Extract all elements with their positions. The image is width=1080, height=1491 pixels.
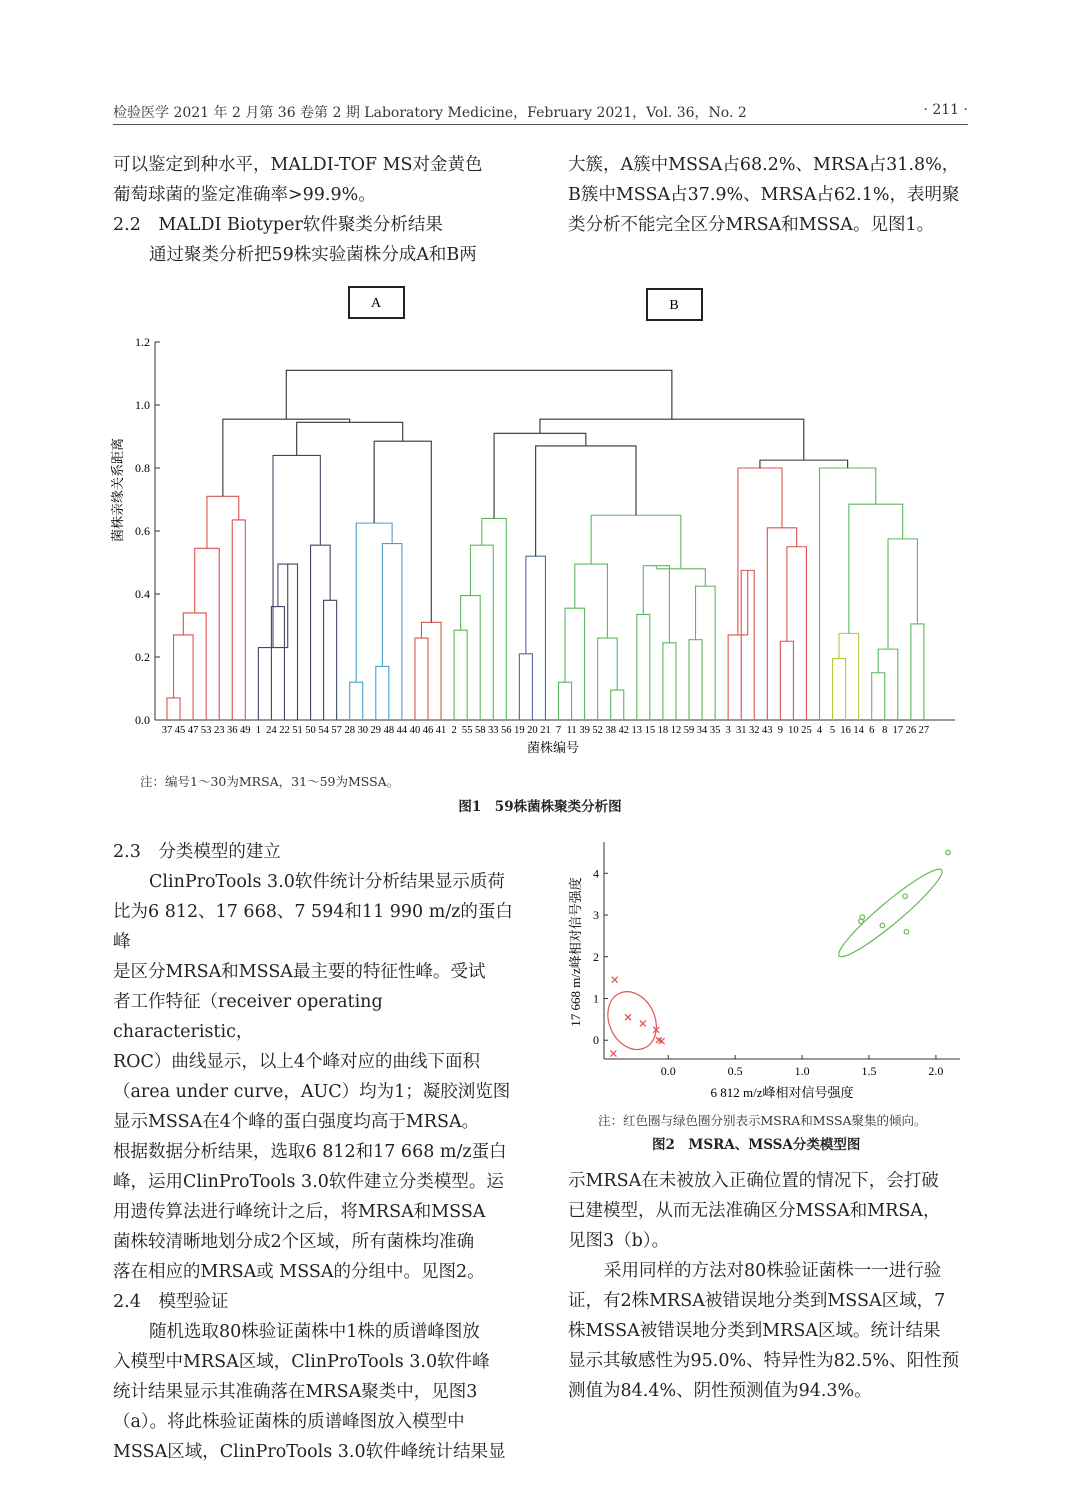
leaf-label: 7 [555,725,562,736]
mssa-point [903,894,908,899]
y-tick-label: 0.2 [135,650,150,664]
dendrogram-link [767,528,796,720]
dendrogram-link [519,654,532,720]
section-heading-2-4: 2.4 模型验证 [113,1292,229,1312]
bottom-left-text [113,837,523,1467]
x-tick-label: 1.5 [861,1064,877,1078]
cluster-ellipse [832,862,948,965]
text-line: （a）。将此株验证菌株的质谱峰图放入模型中 [113,1412,465,1432]
leaf-label: 53 [200,725,212,736]
scatter-x-label: 6 812 m/z峰相对信号强度 [710,1085,854,1100]
leaf-label: 40 [409,725,421,736]
dendrogram-link [470,545,493,720]
y-tick-label: 4 [593,866,599,881]
text-line: 测值为84.4%、阴性预测值为94.3%。 [568,1381,872,1401]
bottom-right-text [568,1166,978,1406]
figure1-caption: 图1 59株菌株聚类分析图 [458,799,622,815]
leaf-label: 15 [644,725,656,736]
dendrogram-link [350,682,363,720]
dendrogram-link [611,690,624,720]
leaf-label: 24 [266,725,277,736]
text-line: 根据数据分析结果，选取6 812和17 668 m/z蛋白 [113,1142,507,1162]
x-tick-label: 1.0 [794,1064,810,1078]
text-line: 落在相应的MRSA或 MSSA的分组中。见图2。 [113,1262,485,1282]
header-page-number: · 211 · [923,102,968,118]
dendrogram-y-label: 菌株亲缘关系距离 [110,437,125,543]
leaf-label: 8 [882,725,888,736]
dendrogram-link [872,673,885,720]
text-line: 者工作特征（receiver operating characteristic， [113,992,383,1042]
leaf-label: 3 [725,725,731,736]
leaf-label: 37 [161,725,173,736]
leaf-label: 10 [788,725,799,736]
y-tick-label: 1.0 [135,398,150,412]
leaf-label: 32 [749,725,760,736]
y-tick-label: 1 [593,991,599,1006]
y-tick-label: 2 [593,949,599,964]
text-line: B簇中MSSA占37.9%、MRSA占62.1%，表明聚 [568,185,960,205]
scatter-points [610,850,950,1056]
scatter-y-label: 17 668 m/z峰相对信号强度 [568,877,583,1027]
dendrogram-link [207,496,239,548]
mrsa-point [640,1021,646,1027]
leaf-label: 46 [422,725,434,736]
text-line: 比为6 812、17 668、7 594和11 990 m/z的蛋白峰 [113,902,513,952]
dendrogram-link [454,630,467,720]
section-heading-2-2: 2.2 MALDI Biotyper软件聚类分析结果 [113,215,443,235]
leaf-label: 51 [292,725,303,736]
leaf-label: 25 [801,725,812,736]
mrsa-point [610,1051,616,1057]
text-line: MSSA区域，ClinProTools 3.0软件峰统计结果显 [113,1442,506,1462]
y-tick-label: 0 [593,1033,599,1048]
dendrogram-link [643,566,669,643]
leaf-label: 48 [383,725,395,736]
text-line: 采用同样的方法对80株验证菌株一一进行验 [604,1261,942,1281]
leaf-label: 50 [305,725,316,736]
figure2-note: 注：红色圈与绿色圈分别表示MSRA和MSSA聚集的倾向。 [598,1113,927,1128]
dendrogram-link [637,614,650,720]
dendrogram-link [223,419,350,496]
y-tick-label: 0.8 [135,461,150,475]
leaf-label: 47 [187,725,199,736]
text-line: 峰，运用ClinProTools 3.0软件建立分类模型。运 [113,1172,504,1192]
leaf-label: 39 [579,725,590,736]
mrsa-point [625,1014,631,1020]
leaf-label: 43 [762,725,773,736]
dendrogram-link [526,556,546,720]
y-tick-label: 0.6 [135,524,150,538]
text-line: 大簇，A簇中MSSA占68.2%、MRSA占31.8%， [568,155,960,175]
dendrogram-link [738,468,782,635]
top-right-text [568,150,973,240]
y-tick-label: 0.4 [135,587,150,601]
dendrogram-link [760,460,848,468]
leaf-label: 23 [213,725,225,736]
dendrogram-link [780,641,793,720]
running-header [113,100,968,125]
dendrogram-link [232,520,245,720]
leaf-label: 56 [501,725,512,736]
leaf-label: 11 [566,725,577,736]
text-line: 葡萄球菌的鉴定准确率>99.9%。 [113,185,376,205]
leaf-label: 9 [777,725,783,736]
mssa-point [880,923,885,928]
y-tick-label: 1.2 [135,335,150,349]
leaf-label: 5 [829,725,836,736]
leaf-label: 18 [657,725,669,736]
leaf-label: 59 [683,725,695,736]
leaf-label: 44 [396,725,408,736]
scatter-ellipses [599,862,949,1058]
text-line: 统计结果显示其准确落在MRSA聚类中，见图3 [113,1382,478,1402]
dendrogram-link [482,518,506,720]
leaf-label: 45 [174,725,186,736]
mssa-point [946,850,951,855]
leaf-label: 38 [605,725,616,736]
y-tick-label: 3 [593,908,599,923]
leaf-label: 17 [892,725,904,736]
text-line: ROC）曲线显示，以上4个峰对应的曲线下面积 [113,1052,481,1072]
leaf-label: 13 [631,725,643,736]
dendrogram-link [598,638,618,720]
leaf-label: 30 [357,725,368,736]
cluster-b-label: B [669,298,679,313]
leaf-label: 22 [279,725,290,736]
dendrogram-y-ticks [135,335,160,727]
scatter-figure [560,835,980,1115]
cluster-ellipse [599,984,666,1058]
leaf-label: 20 [527,725,538,736]
mrsa-point [612,977,618,983]
dendrogram-link [911,624,924,720]
dendrogram-link [696,586,716,720]
text-line: 类分析不能完全区分MRSA和MSSA。见图1。 [568,215,935,235]
dendrogram-link [382,544,402,720]
x-tick-label: 0.5 [727,1064,743,1078]
leaf-label: 49 [240,725,251,736]
dendrogram-link [273,455,320,647]
mssa-point [904,929,909,934]
leaf-label: 21 [540,725,551,736]
leaf-label: 34 [696,725,708,736]
leaf-label: 4 [816,725,823,736]
leaf-label: 16 [840,725,851,736]
dendrogram-link [839,633,859,720]
dendrogram-figure [0,280,1080,780]
dendrogram-link [591,515,681,569]
cluster-a-label: A [370,296,382,311]
dendrogram-links [167,370,924,720]
dendrogram-link [888,539,917,649]
leaf-label: 58 [474,725,486,736]
leaf-label: 36 [227,725,238,736]
section-heading-2-3: 2.3 分类模型的建立 [113,842,281,862]
text-line: 显示其敏感性为95.0%、特异性为82.5%、阳性预 [568,1351,960,1371]
text-line: 菌株较清晰地划分成2个区域，所有菌株均准确 [113,1232,475,1252]
text-line: 已建模型，从而无法准确区分MSSA和MRSA， [568,1201,941,1221]
dendrogram-link [536,446,636,556]
text-line: （area under curve，AUC）均为1；凝胶浏览图 [113,1082,511,1102]
text-line: 证，有2株MRSA被错误地分类到MSSA区域，7 [568,1291,946,1311]
dendrogram-link [167,698,180,720]
leaf-label: 6 [869,725,875,736]
leaf-label: 19 [514,725,525,736]
text-line: 用遗传算法进行峰统计之后，将MRSA和MSSA [113,1202,486,1222]
header-journal-info: 检验医学 2021 年 2 月第 36 卷第 2 期 Laboratory Medicine，February 2021，Vol. 36，No. 2 [113,105,747,121]
dendrogram-leaf-labels [162,725,929,736]
dendrogram-link [559,682,572,720]
leaf-label: 12 [670,725,682,736]
leaf-label: 35 [709,725,721,736]
dendrogram-link [663,643,676,720]
dendrogram-link [415,638,428,720]
dendrogram-link [787,547,807,720]
dendrogram-link [286,370,672,419]
dendrogram-link [376,666,389,720]
leaf-label: 29 [370,725,382,736]
leaf-label: 31 [735,725,747,736]
dendrogram-link [174,635,194,720]
x-tick-label: 0.0 [660,1064,676,1078]
leaf-label: 26 [905,725,917,736]
leaf-label: 27 [918,725,930,736]
dendrogram-link [311,545,331,720]
leaf-label: 2 [451,725,457,736]
dendrogram-link [540,419,804,460]
leaf-label: 54 [318,725,329,736]
leaf-label: 52 [592,725,603,736]
text-line: 入模型中MRSA区域，ClinProTools 3.0软件峰 [113,1352,490,1372]
leaf-label: 1 [255,725,261,736]
dendrogram-x-label: 菌株编号 [526,740,580,755]
leaf-label: 41 [435,725,447,736]
leaf-label: 14 [853,725,864,736]
dendrogram-link [575,564,608,638]
text-line: 可以鉴定到种水平，MALDI-TOF MS对金黄色 [113,155,483,175]
leaf-label: 55 [461,725,473,736]
leaf-label: 42 [618,725,629,736]
leaf-label: 28 [344,725,355,736]
leaf-label: 57 [331,725,342,736]
dendrogram-link [820,468,876,720]
text-line: 见图3（b）。 [568,1231,670,1251]
text-line: 通过聚类分析把59株实验菌株分成A和B两 [149,245,477,265]
leaf-label: 33 [488,725,499,736]
dendrogram-link [324,600,337,720]
dendrogram-link [849,504,903,633]
figure1-note: 注：编号1～30为MRSA，31～59为MSSA。 [140,774,400,789]
x-tick-label: 2.0 [928,1064,944,1078]
dendrogram-link [356,523,392,682]
dendrogram-link [689,640,702,720]
text-line: 显示MSSA在4个峰的蛋白强度均高于MRSA。 [113,1112,480,1132]
text-line: 随机选取80株验证菌株中1株的质谱峰图放 [149,1322,480,1342]
dendrogram-link [297,422,403,455]
text-line: ClinProTools 3.0软件统计分析结果显示质荷 [149,872,505,892]
dendrogram-link [183,613,206,720]
dendrogram-link [421,622,441,720]
y-tick-label: 0.0 [135,713,150,727]
text-line: 是区分MRSA和MSSA最主要的特征性峰。受试 [113,962,486,982]
top-left-text [113,150,523,270]
dendrogram-link [565,608,585,720]
dendrogram-link [461,596,481,720]
text-line: 示MRSA在未被放入正确位置的情况下，会打破 [568,1171,939,1191]
figure2-caption: 图2 MSRA、MSSA分类模型图 [652,1137,861,1153]
dendrogram-link [195,548,219,720]
dendrogram-link [833,659,846,720]
dendrogram-link [878,649,898,720]
text-line: 株MSSA被错误地分类到MRSA区域。统计结果 [568,1321,941,1341]
